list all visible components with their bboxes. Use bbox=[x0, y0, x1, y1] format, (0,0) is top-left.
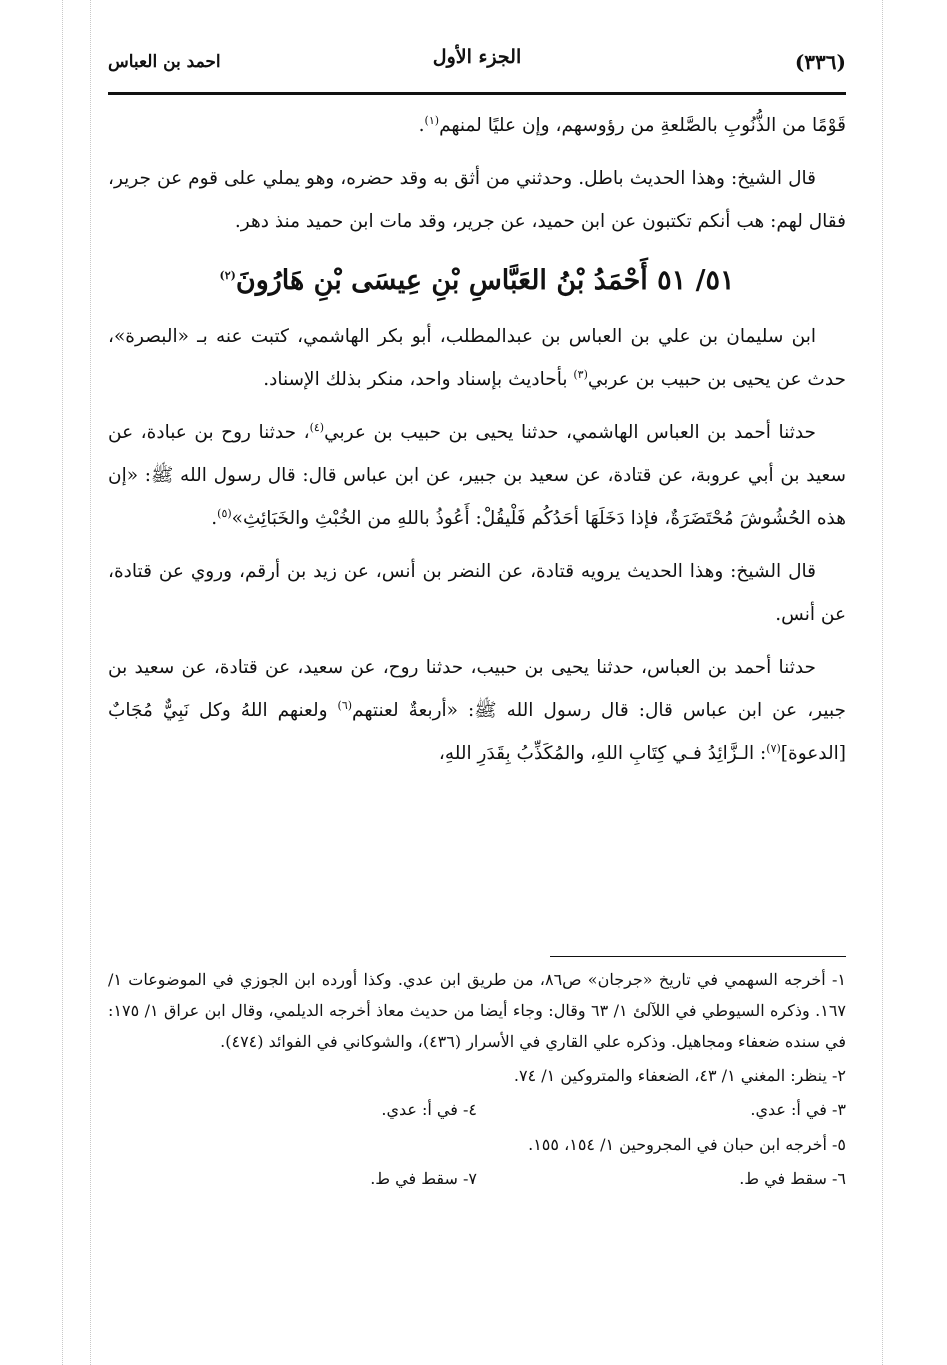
header-rule bbox=[108, 92, 846, 95]
running-title: احمد بن العباس bbox=[108, 52, 221, 72]
right-fold-line bbox=[882, 0, 883, 1365]
paragraph-text: ولعنهم اللهُ وكل نَبِيٌّ مُجَابٌ [الدعوة] bbox=[108, 700, 846, 764]
paragraph bbox=[108, 411, 846, 540]
left-fold-line bbox=[62, 0, 63, 1365]
paragraph bbox=[108, 646, 846, 775]
paragraph-text: ابن سليمان بن علي بن العباس بن عبدالمطلب، أبو بكر الهاشمي، كتبت عنه بـ «البصرة»، حدث عن يحيى بن حبيب بن عربي bbox=[108, 326, 846, 390]
paragraph-text: ، حدثنا روح بن عبادة، عن سعيد بن أبي عروبة، عن قتادة، عن سعيد بن جبير، عن ابن عباس قال: قال رسول الله ﷺ: «إن هذه الحُشُوشَ مُحْتَضَرَةٌ، فإذا دَخَلَهَا أحَدُكُم فَلْيقُلْ: أَعُوذُ باللهِ من الخُبْثِ والخَبَائِثِ» bbox=[108, 422, 846, 529]
paragraph bbox=[108, 104, 846, 147]
footnote-1: ١- أخرجه السهمي في تاريخ «جرجان» ص٨٦، من طريق ابن عدي. وكذا أورده ابن الجوزي في الموضوعات ١/ ١٦٧. وذكره السيوطي في اللآلئ ١/ ٦٣ وقال: وجاء أيضا من حديث معاذ أخرجه الديلمي، وقال ابن عراق ١/ ١٧٥: في سنده ضعفاء ومجاهيل. وذكره علي القاري في الأسرار (٤٣٦)، والشوكاني في الفوائد (٤٧٤). bbox=[108, 970, 847, 1051]
left-fold-line-inner bbox=[90, 0, 91, 1365]
main-text bbox=[108, 104, 846, 785]
footnote-ref: (٤) bbox=[309, 420, 325, 434]
footnote-ref: (١) bbox=[424, 113, 440, 127]
footnote-row bbox=[108, 1094, 846, 1125]
paragraph-text: . bbox=[211, 508, 218, 529]
footnote-2: ٢- ينظر: المغني ١/ ٤٣، الضعفاء والمتروكين ١/ ٧٤. bbox=[513, 1066, 846, 1085]
footnote-row bbox=[108, 1163, 846, 1194]
page-number: (٣٣٦) bbox=[794, 50, 846, 74]
paragraph-text: حدثنا أحمد بن العباس الهاشمي، حدثنا يحيى بن حبيب بن عربي bbox=[324, 422, 816, 443]
footnote-5: ٥- أخرجه ابن حبان في المجروحين ١/ ١٥٤، ١٥٥. bbox=[528, 1135, 846, 1154]
volume-title: الجزء الأول bbox=[432, 46, 522, 68]
footnote-ref: (٣) bbox=[573, 367, 588, 381]
footnote-4: ٤- في أ: عدي. bbox=[381, 1100, 477, 1119]
footnote-6: ٦- سقط في ط. bbox=[739, 1169, 846, 1188]
footnote-ref: (٢) bbox=[219, 269, 236, 282]
paragraph-text: . bbox=[418, 115, 425, 136]
footnote-ref: (٦) bbox=[337, 698, 353, 712]
paragraph-text: : الـزَّائِدُ فـي كِتَابِ اللهِ، والمُكَذِّبُ بِقَدَرِ اللهِ، bbox=[438, 743, 767, 764]
footnote-ref: (٧) bbox=[766, 741, 781, 755]
footnotes bbox=[108, 964, 846, 1198]
footnote-7: ٧- سقط في ط. bbox=[370, 1169, 477, 1188]
entry-title bbox=[108, 253, 846, 309]
paragraph: قال الشيخ: وهذا الحديث باطل. وحدثني من أثق به وقد حضره، وهو يملي على قوم عن جرير، فقال لهم: هب أنكم تكتبون عن ابن حميد، عن جرير، وقد مات ابن حميد منذ دهر. bbox=[108, 168, 846, 232]
paragraph bbox=[108, 315, 846, 401]
paragraph-text: حدثنا أحمد بن العباس، حدثنا يحيى بن حبيب، حدثنا روح، عن سعيد، عن قتادة، عن سعيد بن جبير، عن ابن عباس قال: قال رسول الله ﷺ: «أربعةٌ لعنتهم bbox=[108, 657, 846, 721]
footnote-3: ٣- في أ: عدي. bbox=[750, 1100, 846, 1119]
footnote-ref: (٥) bbox=[217, 506, 232, 520]
paragraph-text: بأحاديث بإسناد واحد، منكر بذلك الإسناد. bbox=[263, 369, 574, 390]
paragraph: قال الشيخ: وهذا الحديث يرويه قتادة، عن النضر بن أنس، عن زيد بن أرقم، وروي عن قتادة، عن أنس. bbox=[108, 561, 846, 625]
paragraph-text: قَوْمًا من الذُّنُوبِ بالصَّلعةِ من رؤوسهم، وإن عليًا لمنهم bbox=[439, 115, 846, 136]
entry-title-text: ٥١/ ٥١ أَحْمَدُ بْنُ العَبَّاسِ بْنِ عِيسَى بْنِ هَارُونَ bbox=[235, 265, 735, 296]
footnote-separator bbox=[550, 956, 846, 957]
page-header bbox=[108, 40, 846, 90]
